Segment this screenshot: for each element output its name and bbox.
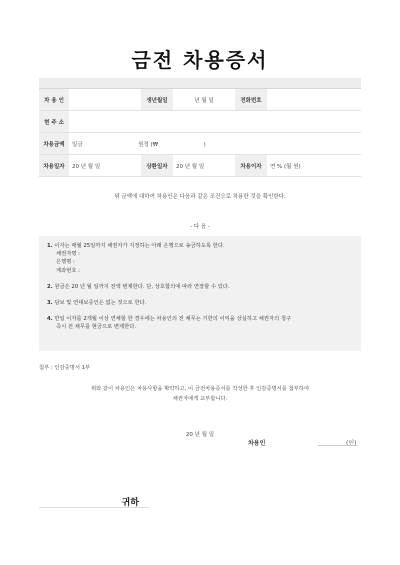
amount-won: 원정 (₩	[138, 141, 159, 148]
recipient-suffix: 귀하	[121, 498, 139, 508]
attachment-note: 첨부 : 인감증명서 1부	[39, 365, 91, 371]
phone-value[interactable]	[267, 89, 361, 111]
repay-date-value[interactable]: 20 년 월 일	[173, 155, 235, 177]
borrower-info-table	[39, 78, 361, 177]
table-header-bar	[39, 78, 361, 89]
signing-date[interactable]: 20 년 월 일	[185, 432, 215, 438]
amount-prefix: 일금	[72, 141, 83, 148]
birth-value[interactable]: 년 월 일	[173, 89, 235, 111]
amount-value[interactable]	[69, 133, 361, 155]
seal-mark: (인)	[346, 440, 357, 447]
confirmation-text	[0, 384, 400, 404]
phone-label: 전화번호	[235, 89, 267, 111]
confirmation-line: 채권자에게 교부합니다.	[172, 396, 228, 403]
term-text: 담보 및 연대보증인은 없는 것으로 한다.	[54, 300, 147, 307]
intro-text: 위 금액에 대하여 차용인은 다음과 같은 조건으로 차용한 것을 확인한다.	[114, 194, 286, 200]
term-sub: 즉시 전 채무를 현금으로 변제한다.	[56, 324, 137, 331]
borrower-value[interactable]	[69, 89, 141, 111]
loan-date-value[interactable]: 20 년 월 일	[69, 155, 141, 177]
amount-label: 차용금액	[39, 133, 69, 155]
interest-value[interactable]: 연 % (월 원)	[267, 155, 361, 177]
interest-label: 차용이자	[235, 155, 267, 177]
term-text: 만일 이자를 2개월 이상 연체할 한 경우에는 차용인의 전 채무는 기한의 이익을 상실하고 채권자의 청구	[54, 316, 292, 323]
term-item	[47, 299, 353, 307]
term-number: 3.	[47, 300, 53, 307]
term-number: 2.	[47, 283, 53, 290]
term-text: 이자는 매월 25일까지 채권자가 지정하는 아래 은행으로 송금하도록 한다.	[54, 243, 225, 249]
term-number: 4.	[47, 316, 53, 323]
document-title: 금전 차용증서	[131, 48, 269, 72]
term-number: 1.	[47, 243, 53, 249]
address-value[interactable]	[69, 111, 361, 133]
term-item	[47, 242, 353, 275]
term-sub: 채권자명 :	[56, 251, 80, 258]
terms-box	[39, 236, 361, 351]
term-item	[47, 283, 353, 291]
signature-line[interactable]	[318, 445, 358, 446]
recipient-field[interactable]	[39, 493, 149, 508]
table-row	[39, 155, 361, 177]
birth-label: 생년월일	[141, 89, 173, 111]
term-item	[47, 315, 353, 331]
term-sub: 계좌번호 :	[56, 267, 80, 274]
signer-label: 차용인	[248, 440, 266, 447]
section-heading: - 다 음 -	[190, 224, 210, 230]
address-label: 현 주 소	[39, 111, 69, 133]
loan-date-label: 차용일자	[39, 155, 69, 177]
borrower-label: 차 용 인	[39, 89, 69, 111]
term-text: 원금은 20 년 월 일까지 전액 변제한다. 단, 상호합의에 따라 연장할 수 있다.	[54, 283, 230, 290]
table-row	[39, 133, 361, 155]
term-sub: 은행명 :	[56, 259, 75, 266]
table-row	[39, 89, 361, 111]
amount-close: )	[203, 141, 206, 148]
repay-date-label: 상환일자	[141, 155, 173, 177]
confirmation-line: 위와 같이 차용인은 차용사항을 확약하고, 이 금전차용증서를 작성한 후 인감증명서를 첨부하여	[90, 386, 310, 392]
table-row	[39, 111, 361, 133]
